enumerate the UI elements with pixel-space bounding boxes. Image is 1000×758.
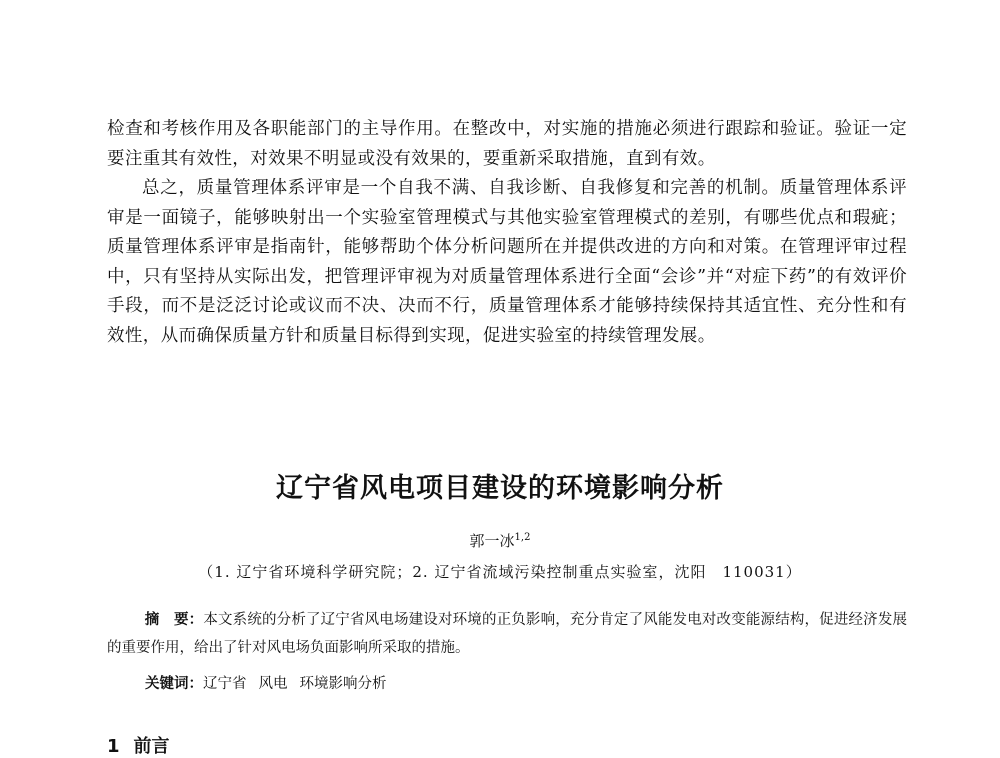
abstract-text: 本文系统的分析了辽宁省风电场建设对环境的正负影响，充分肯定了风能发电对改变能源结构，促进经济发展的重要作用，给出了针对风电场负面影响所采取的措施。 bbox=[107, 612, 907, 656]
author-line bbox=[0, 530, 1000, 551]
keyword: 环境影响分析 bbox=[299, 676, 387, 692]
keywords-line bbox=[145, 672, 399, 693]
abstract-paragraph bbox=[107, 606, 907, 662]
section-title: 前言 bbox=[133, 736, 170, 757]
article-title: 辽宁省风电项目建设的环境影响分析 bbox=[276, 473, 724, 504]
keyword: 风电 bbox=[258, 676, 288, 692]
section-heading bbox=[107, 732, 170, 758]
keyword: 辽宁省 bbox=[203, 676, 247, 692]
keywords-label: 关键词： bbox=[145, 676, 203, 692]
section-number: 1 bbox=[107, 736, 120, 757]
paragraph-continuation: 检查和考核作用及各职能部门的主导作用。在整改中，对实施的措施必须进行跟踪和验证。验证一定要注重其有效性，对效果不明显或没有效果的，要重新采取措施，直到有效。 bbox=[107, 119, 907, 169]
previous-article-text bbox=[107, 115, 907, 351]
abstract-block bbox=[107, 606, 907, 662]
affiliation-line: （1. 辽宁省环境科学研究院；2. 辽宁省流域污染控制重点实验室，沈阳 110031） bbox=[198, 563, 802, 581]
paragraph-conclusion: 总之，质量管理体系评审是一个自我不满、自我诊断、自我修复和完善的机制。质量管理体系评审是一面镜子，能够映射出一个实验室管理模式与其他实验室管理模式的差别，有哪些优点和瑕疵；质量管理体系评审是指南针，能够帮助个体分析问题所在并提供改进的方向和对策。在管理评审过程中，只有坚持从实际出发，把管理评审视为对质量管理体系进行全面“会诊”并“对症下药”的有效评价手段，而不是泛泛讨论或议而不决、决而不行，质量管理体系才能够持续保持其适宜性、充分性和有效性，从而确保质量方针和质量目标得到实现，促进实验室的持续管理发展。 bbox=[107, 178, 907, 346]
author-name: 郭一冰 bbox=[469, 532, 515, 550]
author-affiliation-marker: 1,2 bbox=[514, 532, 531, 543]
abstract-label: 摘 要： bbox=[144, 612, 204, 628]
